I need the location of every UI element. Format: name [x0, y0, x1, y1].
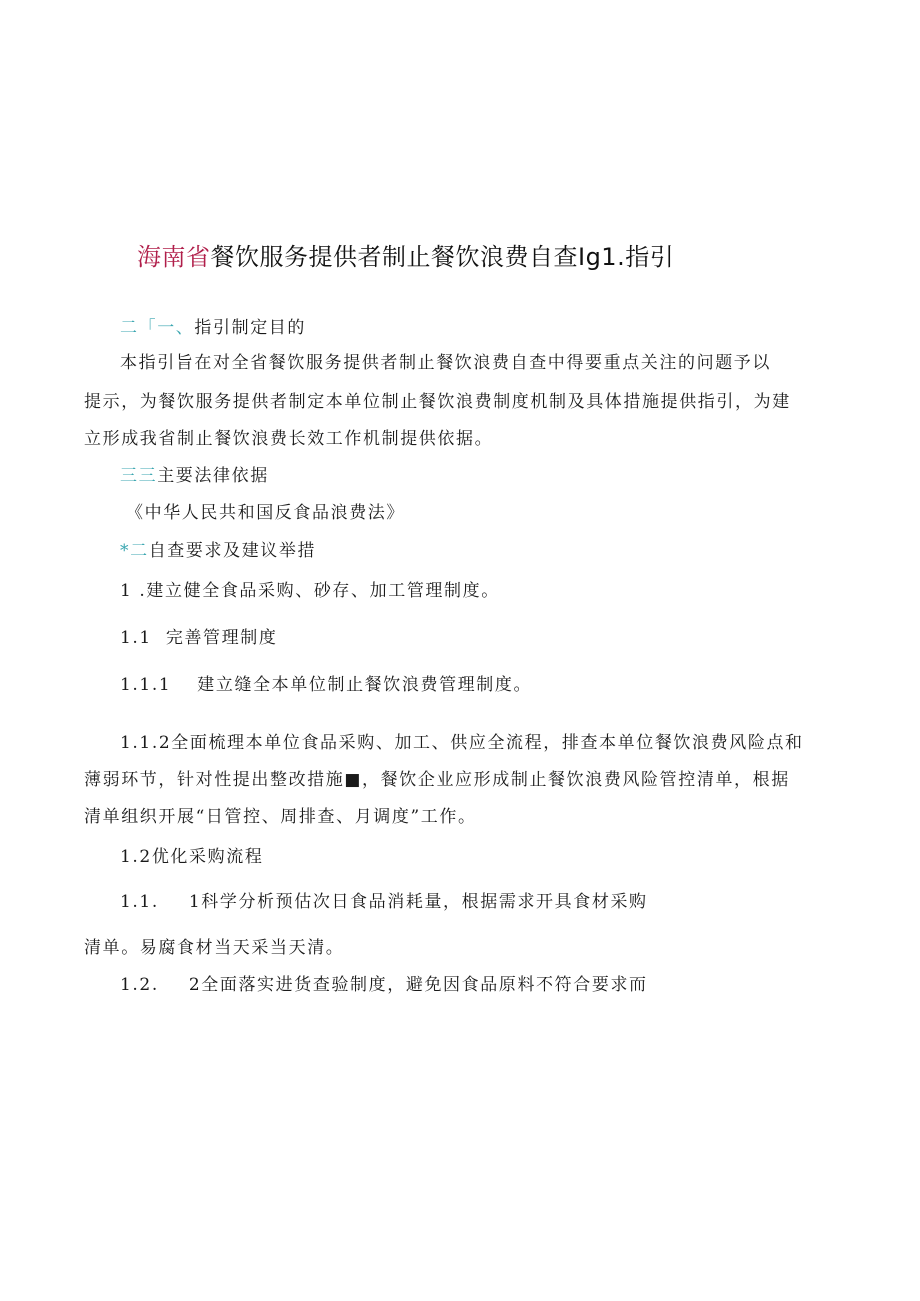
list-item-1: 1 .建立健全食品采购、砂存、加工管理制度。	[120, 581, 500, 601]
item-number: 1.2.	[120, 975, 159, 995]
section-text: 主要法律依据	[157, 466, 269, 486]
section-prefix: 三三	[120, 466, 158, 486]
list-item-1-1	[120, 627, 277, 649]
title-rest: 餐饮服务提供者制止餐饮浪费自查Ig1.指引	[210, 243, 675, 271]
list-item-1-2-2	[120, 974, 648, 996]
section-prefix: 二「一、	[120, 318, 195, 338]
paragraph-line: 提示，为餐饮服务提供者制定本单位制止餐饮浪费制度机制及具体措施提供指引，为建	[84, 392, 791, 412]
paragraph-line: 清单。易腐食材当天采当天清。	[84, 938, 345, 958]
item-text: 建立缝全本单位制止餐饮浪费管理制度。	[197, 675, 533, 695]
paragraph-line: 薄弱环节，针对性提出整改措施■，餐饮企业应形成制止餐饮浪费风险管控清单，根据	[84, 770, 790, 790]
page-title	[137, 241, 674, 273]
paragraph-line: 立形成我省制止餐饮浪费长效工作机制提供依据。	[84, 429, 494, 449]
paragraph-line: 清单组织开展“日管控、周排查、月调度”工作。	[84, 807, 477, 827]
paragraph-line: 本指引旨在对全省餐饮服务提供者制止餐饮浪费自查中得要重点关注的问题予以	[120, 353, 771, 373]
title-accent: 海南省	[137, 243, 211, 271]
list-item-1-1-1	[120, 674, 532, 696]
section-text: 自查要求及建议举措	[148, 541, 317, 561]
list-item-1-2-1	[120, 891, 648, 913]
list-item-1-2: 1.2优化采购流程	[120, 847, 264, 867]
section-heading-legal-basis	[120, 465, 269, 487]
section-heading-requirements	[120, 540, 316, 562]
section-heading-purpose	[120, 317, 306, 339]
section-prefix: *二	[120, 541, 149, 561]
item-text: 2全面落实进货查验制度，避免因食品原料不符合要求而	[188, 975, 648, 995]
item-text: 1科学分析预估次日食品消耗量，根据需求开具食材采购	[188, 892, 648, 912]
paragraph-line: 1.1.2全面梳理本单位食品采购、加工、供应全流程，排查本单位餐饮浪费风险点和	[120, 733, 804, 753]
item-number: 1.1	[120, 628, 152, 648]
section-text: 指引制定目的	[194, 318, 307, 338]
law-reference: 《中华人民共和国反食品浪费法》	[126, 503, 405, 523]
item-number: 1.1.1	[120, 675, 172, 695]
item-text: 完善管理制度	[165, 628, 278, 648]
item-number: 1.1.	[120, 892, 159, 912]
